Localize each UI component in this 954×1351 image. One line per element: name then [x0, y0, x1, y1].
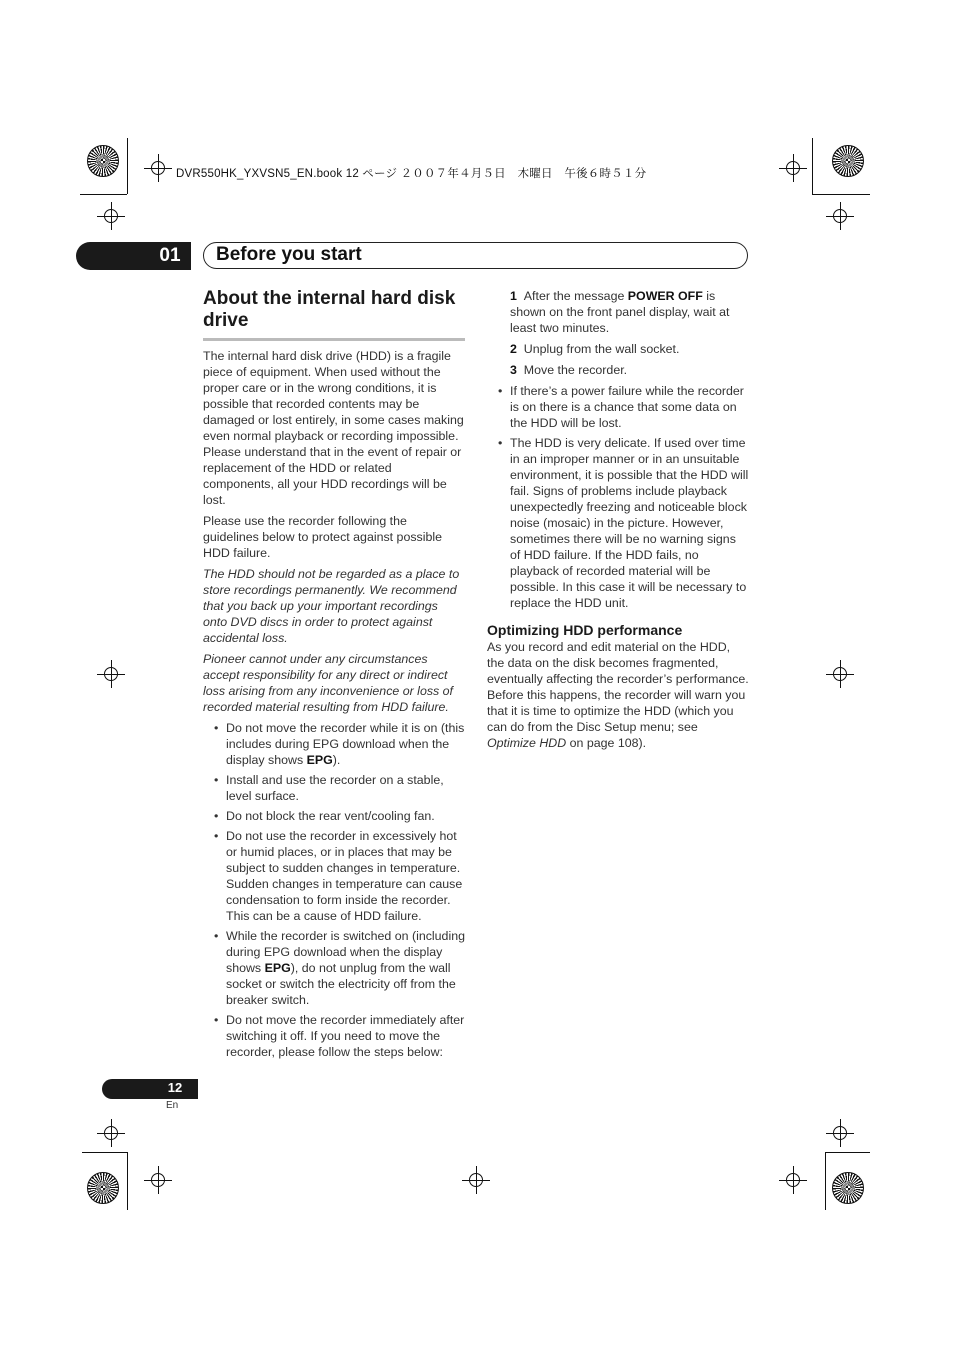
list-item: • Do not move the recorder while it is on (this includes during EPG download when the display shows EPG).	[203, 720, 465, 768]
list-item: • If there’s a power failure while the recorder is on there is a chance that some data on the HDD will be lost.	[487, 383, 749, 431]
registration-mark	[786, 161, 800, 175]
guidelines-paragraph: Please use the recorder following the guidelines below to protect against possible HDD failure.	[203, 514, 443, 560]
registration-mark	[786, 1173, 800, 1187]
intro-paragraph: The internal hard disk drive (HDD) is a fragile piece of equipment. When used without the proper care or in the wrong conditions, it is possible that recorded contents may be damaged or lost entirely, in some cases making even normal playback or recording impossible. Please understand that in the event of repair or replacement of the HDD or related components, all your HDD recordings will be lost.	[203, 349, 464, 507]
crop-rosette-top-right	[832, 145, 864, 177]
registration-mark	[104, 667, 118, 681]
list-item: • Do not block the rear vent/cooling fan.	[203, 808, 465, 824]
optimize-paragraph: As you record and edit material on the HDD, the data on the disk becomes fragmented, eventually affecting the recorder’s performance. Before this happens, the recorder will warn you that it is time to optimize the HDD (which you can do from the Disc Setup menu; see Optimize HDD on page 108).	[487, 640, 749, 750]
registration-mark	[151, 1173, 165, 1187]
registration-mark	[469, 1173, 483, 1187]
crop-line	[812, 138, 813, 194]
registration-mark	[833, 209, 847, 223]
subsection-title: Optimizing HDD performance	[487, 622, 683, 638]
section-title: About the internal hard disk drive	[203, 288, 456, 331]
list-item: • Do not move the recorder immediately after switching it off. If you need to move the recorder, please follow the steps below:	[203, 1012, 465, 1060]
left-column	[203, 288, 465, 1064]
registration-mark	[833, 667, 847, 681]
warning-list	[487, 383, 749, 611]
right-column	[487, 288, 749, 756]
list-item: • The HDD is very delicate. If used over time in an improper manner or in an unsuitable environment, it is possible that the HDD will fail. Signs of problems include playback unexpectedly freezing and noticeable block noise (mosaic) in the picture. However, sometimes there will be no warning signs of HDD failure. If the HDD fails, no playback of recorded material will be possible. In this case it will be necessary to replace the HDD unit.	[487, 435, 749, 611]
step-item: 3 Move the recorder.	[510, 363, 628, 377]
chapter-title: Before you start	[216, 244, 362, 265]
crop-rosette-top-left	[87, 145, 119, 177]
crop-line	[80, 194, 127, 195]
guideline-list	[203, 720, 465, 1060]
registration-mark	[151, 161, 165, 175]
move-steps	[487, 288, 749, 378]
crop-line	[812, 194, 870, 195]
note-backup: The HDD should not be regarded as a place to store recordings permanently. We recommend that you back up your important recordings onto DVD discs in order to protect against accidental loss.	[203, 567, 460, 645]
page-language: En	[166, 1100, 179, 1111]
registration-mark	[833, 1126, 847, 1140]
crop-line	[825, 1152, 826, 1210]
section-rule	[203, 338, 465, 341]
print-header: DVR550HK_YXVSN5_EN.book 12 ページ ２００７年４月５日 木曜日 午後６時５１分	[176, 168, 647, 180]
list-item: • Do not use the recorder in excessively hot or humid places, or in places that may be subject to sudden changes in temperature. Sudden changes in temperature can cause condensation to form inside the recorder. This can be a cause of HDD failure.	[203, 828, 465, 924]
step-item: 2 Unplug from the wall socket.	[510, 342, 680, 356]
crop-line	[82, 1152, 127, 1153]
step-item: 1 After the message POWER OFF is shown on the front panel display, wait at least two minutes.	[510, 289, 730, 335]
crop-line	[825, 1152, 870, 1153]
crop-rosette-bottom-right	[832, 1172, 864, 1204]
list-item: • While the recorder is switched on (including during EPG download when the display shows EPG), do not unplug from the wall socket or switch the electricity off from the breaker switch.	[203, 928, 465, 1008]
crop-rosette-bottom-left	[87, 1172, 119, 1204]
chapter-number: 01	[159, 245, 181, 266]
registration-mark	[104, 1126, 118, 1140]
registration-mark	[104, 209, 118, 223]
note-liability: Pioneer cannot under any circumstances accept responsibility for any direct or indirect loss arising from any inconvenience or loss of recorded material resulting from HDD failure.	[203, 652, 453, 714]
list-item: • Install and use the recorder on a stable, level surface.	[203, 772, 465, 804]
crop-line	[127, 138, 128, 194]
page-number: 12	[167, 1080, 183, 1095]
crop-line	[127, 1152, 128, 1210]
